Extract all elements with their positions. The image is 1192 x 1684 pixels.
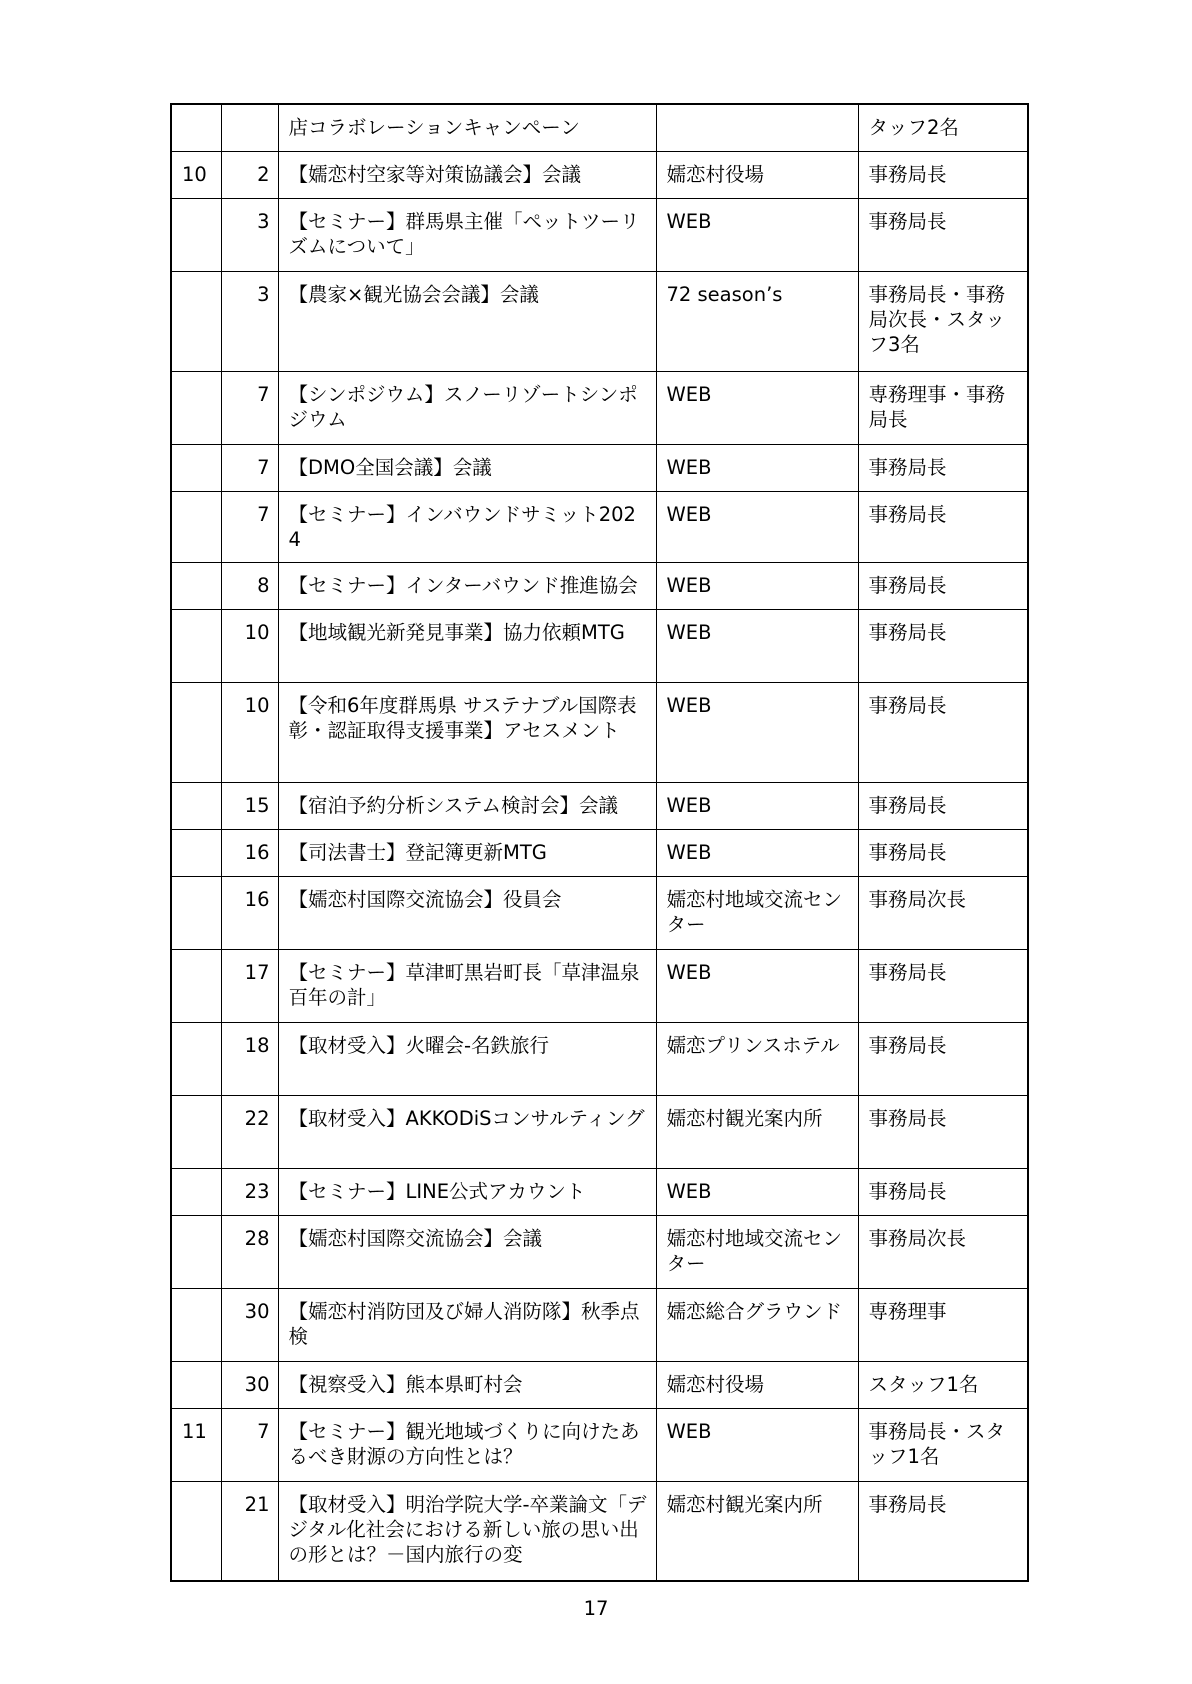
table-row [171,444,1028,491]
day-cell: 3 [221,198,278,271]
person-cell: 事務局長・事務局次長・スタッフ3名 [858,271,1028,371]
place-cell: 嬬恋村地域交流センター [656,1215,858,1288]
place-cell: WEB [656,444,858,491]
place-cell: WEB [656,682,858,782]
day-cell: 23 [221,1168,278,1215]
month-cell [171,1361,221,1408]
person-cell: 事務局長 [858,949,1028,1022]
person-cell: 事務局長 [858,198,1028,271]
month-cell [171,491,221,562]
person-cell: 事務局長 [858,562,1028,609]
person-cell: 事務局長・スタッフ1名 [858,1408,1028,1481]
place-cell: 嬬恋村役場 [656,151,858,198]
day-cell: 7 [221,371,278,444]
event-cell: 【嬬恋村空家等対策協議会】会議 [278,151,656,198]
table-row [171,1215,1028,1288]
day-cell: 17 [221,949,278,1022]
table-row [171,1408,1028,1481]
day-cell: 30 [221,1361,278,1408]
place-cell: 嬬恋村観光案内所 [656,1095,858,1168]
month-cell [171,1168,221,1215]
day-cell: 21 [221,1481,278,1581]
place-cell: WEB [656,609,858,682]
month-cell: 11 [171,1408,221,1481]
person-cell: 事務局長 [858,151,1028,198]
day-cell: 18 [221,1022,278,1095]
month-cell [171,782,221,829]
month-cell [171,198,221,271]
table-row [171,876,1028,949]
activity-table [170,103,1029,1582]
table-row [171,682,1028,782]
person-cell: タッフ2名 [858,104,1028,151]
place-cell: 嬬恋総合グラウンド [656,1288,858,1361]
month-cell [171,682,221,782]
table-row [171,1288,1028,1361]
person-cell: 事務局長 [858,1022,1028,1095]
place-cell: WEB [656,1168,858,1215]
day-cell: 28 [221,1215,278,1288]
event-cell: 【セミナー】インバウンドサミット2024 [278,491,656,562]
place-cell: WEB [656,829,858,876]
place-cell: 嬬恋村地域交流センター [656,876,858,949]
table-row [171,949,1028,1022]
day-cell: 3 [221,271,278,371]
activity-table-container [170,103,1027,1582]
day-cell [221,104,278,151]
place-cell: WEB [656,198,858,271]
event-cell: 店コラボレーションキャンペーン [278,104,656,151]
table-row [171,271,1028,371]
person-cell: 事務局長 [858,782,1028,829]
day-cell: 7 [221,491,278,562]
day-cell: 30 [221,1288,278,1361]
person-cell: 専務理事 [858,1288,1028,1361]
event-cell: 【司法書士】登記簿更新MTG [278,829,656,876]
day-cell: 15 [221,782,278,829]
day-cell: 7 [221,1408,278,1481]
event-cell: 【セミナー】LINE公式アカウント [278,1168,656,1215]
table-row [171,609,1028,682]
table-row [171,1022,1028,1095]
day-cell: 16 [221,829,278,876]
page-number: 17 [583,1597,609,1620]
month-cell [171,876,221,949]
person-cell: 事務局長 [858,444,1028,491]
place-cell [656,104,858,151]
table-row [171,371,1028,444]
person-cell: 事務局長 [858,609,1028,682]
month-cell [171,1022,221,1095]
person-cell: 事務局長 [858,1481,1028,1581]
event-cell: 【セミナー】群馬県主催「ペットツーリズムについて」 [278,198,656,271]
event-cell: 【シンポジウム】スノーリゾートシンポジウム [278,371,656,444]
person-cell: 事務局次長 [858,876,1028,949]
event-cell: 【取材受入】AKKODiSコンサルティング [278,1095,656,1168]
month-cell [171,829,221,876]
event-cell: 【取材受入】明治学院大学-卒業論文「デジタル化社会における新しい旅の思い出の形とは？－国内旅行の変 [278,1481,656,1581]
month-cell: 10 [171,151,221,198]
place-cell: 72 season’s [656,271,858,371]
event-cell: 【宿泊予約分析システム検討会】会議 [278,782,656,829]
event-cell: 【農家×観光協会会議】会議 [278,271,656,371]
place-cell: WEB [656,491,858,562]
day-cell: 7 [221,444,278,491]
event-cell: 【取材受入】火曜会-名鉄旅行 [278,1022,656,1095]
event-cell: 【嬬恋村国際交流協会】会議 [278,1215,656,1288]
event-cell: 【視察受入】熊本県町村会 [278,1361,656,1408]
month-cell [171,1288,221,1361]
event-cell: 【DMO全国会議】会議 [278,444,656,491]
table-row [171,1361,1028,1408]
day-cell: 2 [221,151,278,198]
person-cell: 事務局次長 [858,1215,1028,1288]
person-cell: 事務局長 [858,491,1028,562]
table-row [171,1481,1028,1581]
event-cell: 【地域観光新発見事業】協力依頼MTG [278,609,656,682]
month-cell [171,271,221,371]
day-cell: 8 [221,562,278,609]
table-row [171,1168,1028,1215]
place-cell: 嬬恋村役場 [656,1361,858,1408]
month-cell [171,1481,221,1581]
place-cell: WEB [656,562,858,609]
place-cell: WEB [656,782,858,829]
month-cell [171,1095,221,1168]
day-cell: 22 [221,1095,278,1168]
person-cell: 事務局長 [858,682,1028,782]
person-cell: 専務理事・事務局長 [858,371,1028,444]
table-row [171,562,1028,609]
day-cell: 10 [221,609,278,682]
day-cell: 16 [221,876,278,949]
table-row [171,491,1028,562]
event-cell: 【セミナー】草津町黒岩町長「草津温泉百年の計」 [278,949,656,1022]
place-cell: WEB [656,1408,858,1481]
day-cell: 10 [221,682,278,782]
person-cell: スタッフ1名 [858,1361,1028,1408]
place-cell: 嬬恋村観光案内所 [656,1481,858,1581]
event-cell: 【嬬恋村国際交流協会】役員会 [278,876,656,949]
event-cell: 【セミナー】インターバウンド推進協会 [278,562,656,609]
month-cell [171,562,221,609]
table-row [171,104,1028,151]
event-cell: 【セミナー】観光地域づくりに向けたあるべき財源の方向性とは？ [278,1408,656,1481]
month-cell [171,609,221,682]
table-row [171,198,1028,271]
place-cell: 嬬恋プリンスホテル [656,1022,858,1095]
month-cell [171,371,221,444]
person-cell: 事務局長 [858,829,1028,876]
month-cell [171,949,221,1022]
person-cell: 事務局長 [858,1168,1028,1215]
table-row [171,1095,1028,1168]
month-cell [171,104,221,151]
person-cell: 事務局長 [858,1095,1028,1168]
table-row [171,782,1028,829]
table-row [171,829,1028,876]
place-cell: WEB [656,371,858,444]
table-row [171,151,1028,198]
event-cell: 【嬬恋村消防団及び婦人消防隊】秋季点検 [278,1288,656,1361]
event-cell: 【令和6年度群馬県 サステナブル国際表彰・認証取得支援事業】アセスメント [278,682,656,782]
month-cell [171,444,221,491]
place-cell: WEB [656,949,858,1022]
month-cell [171,1215,221,1288]
